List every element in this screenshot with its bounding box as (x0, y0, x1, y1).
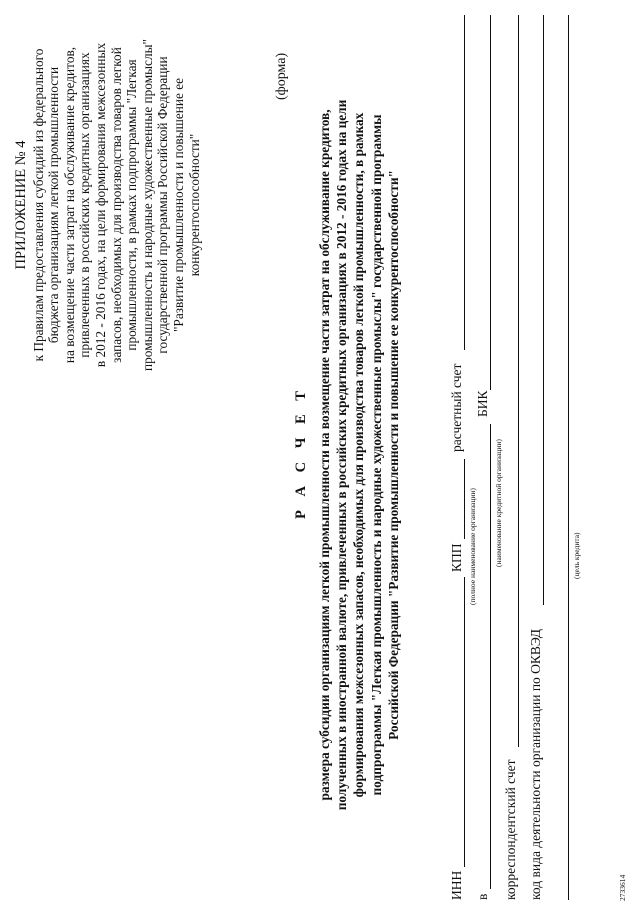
kpp-label: КПП (449, 543, 464, 572)
description-line: Российской Федерации "Развитие промышленности и повышение ее конкурентоспособности" (385, 170, 401, 740)
description-line: формирования межсезонных запасов, необходимых для производства товаров легкой промышленности, в рамках (351, 112, 367, 798)
appendix-line: промышленность и народные художественные промыслы" (139, 39, 155, 371)
appendix-line: бюджета организациям легкой промышленности (46, 66, 62, 344)
document-description (316, 35, 402, 875)
appendix-line: "Развитие промышленности и повышение ее (170, 78, 186, 332)
appendix-header: ПРИЛОЖЕНИЕ № 4 (13, 140, 29, 270)
bik-blank[interactable] (490, 15, 491, 390)
form-mark: (форма) (274, 52, 289, 100)
appendix-line: на возмещение части затрат на обслуживание кредитов, (61, 46, 77, 364)
appendix-line: конкурентоспособности" (186, 133, 202, 277)
bank-name-caption: (наименование кредитной организации) (494, 439, 503, 567)
description-line: подпрограммы "Легкая промышленность и народные художественные промыслы" государственной программы (368, 114, 384, 796)
appendix-line: запасов, необходимых для производства товаров легкой (108, 47, 124, 363)
okved-label: код вида деятельности организации по ОКВЭД (528, 629, 543, 900)
inn-label: ИНН (449, 870, 464, 900)
bank-preposition: в (475, 893, 490, 900)
kpp-blank[interactable] (464, 459, 465, 539)
corr-account-label: корреспондентский счет (503, 759, 518, 900)
account-label: расчетный счет (449, 363, 464, 452)
appendix-line: в 2012 - 2016 годах, на цели формирования межсезонных (92, 42, 108, 368)
appendix-line: государственной программы Российской Федерации (155, 56, 171, 354)
appendix-line: привлеченных в российских кредитных организациях (77, 52, 93, 358)
okved-blank[interactable] (543, 15, 544, 605)
document-code: 2733614 (618, 874, 627, 901)
inn-blank[interactable] (464, 577, 465, 867)
org-name-caption: (полное наименование организации) (468, 488, 477, 605)
appendix-block (14, 15, 202, 395)
loan-purpose-caption: (цель кредита) (572, 532, 581, 579)
description-line: полученных в иностранной валюте, привлеченных в российских кредитных организациях в 2012 - 2016 годах на цели (334, 99, 350, 811)
bik-label: БИК (475, 390, 490, 417)
appendix-line: к Правилам предоставления субсидий из федерального (30, 48, 46, 362)
loan-purpose-blank[interactable] (568, 15, 569, 900)
appendix-line: промышленности, в рамках подпрограммы "Легкая (124, 59, 140, 351)
bank-name-blank[interactable] (490, 424, 491, 889)
account-blank[interactable] (464, 15, 465, 350)
document-title: Р А С Ч Е Т (293, 386, 309, 519)
corr-account-blank[interactable] (518, 15, 519, 747)
description-line: размера субсидии организациям легкой промышленности на возмещение части затрат на обслуживание кредитов, (317, 109, 332, 801)
